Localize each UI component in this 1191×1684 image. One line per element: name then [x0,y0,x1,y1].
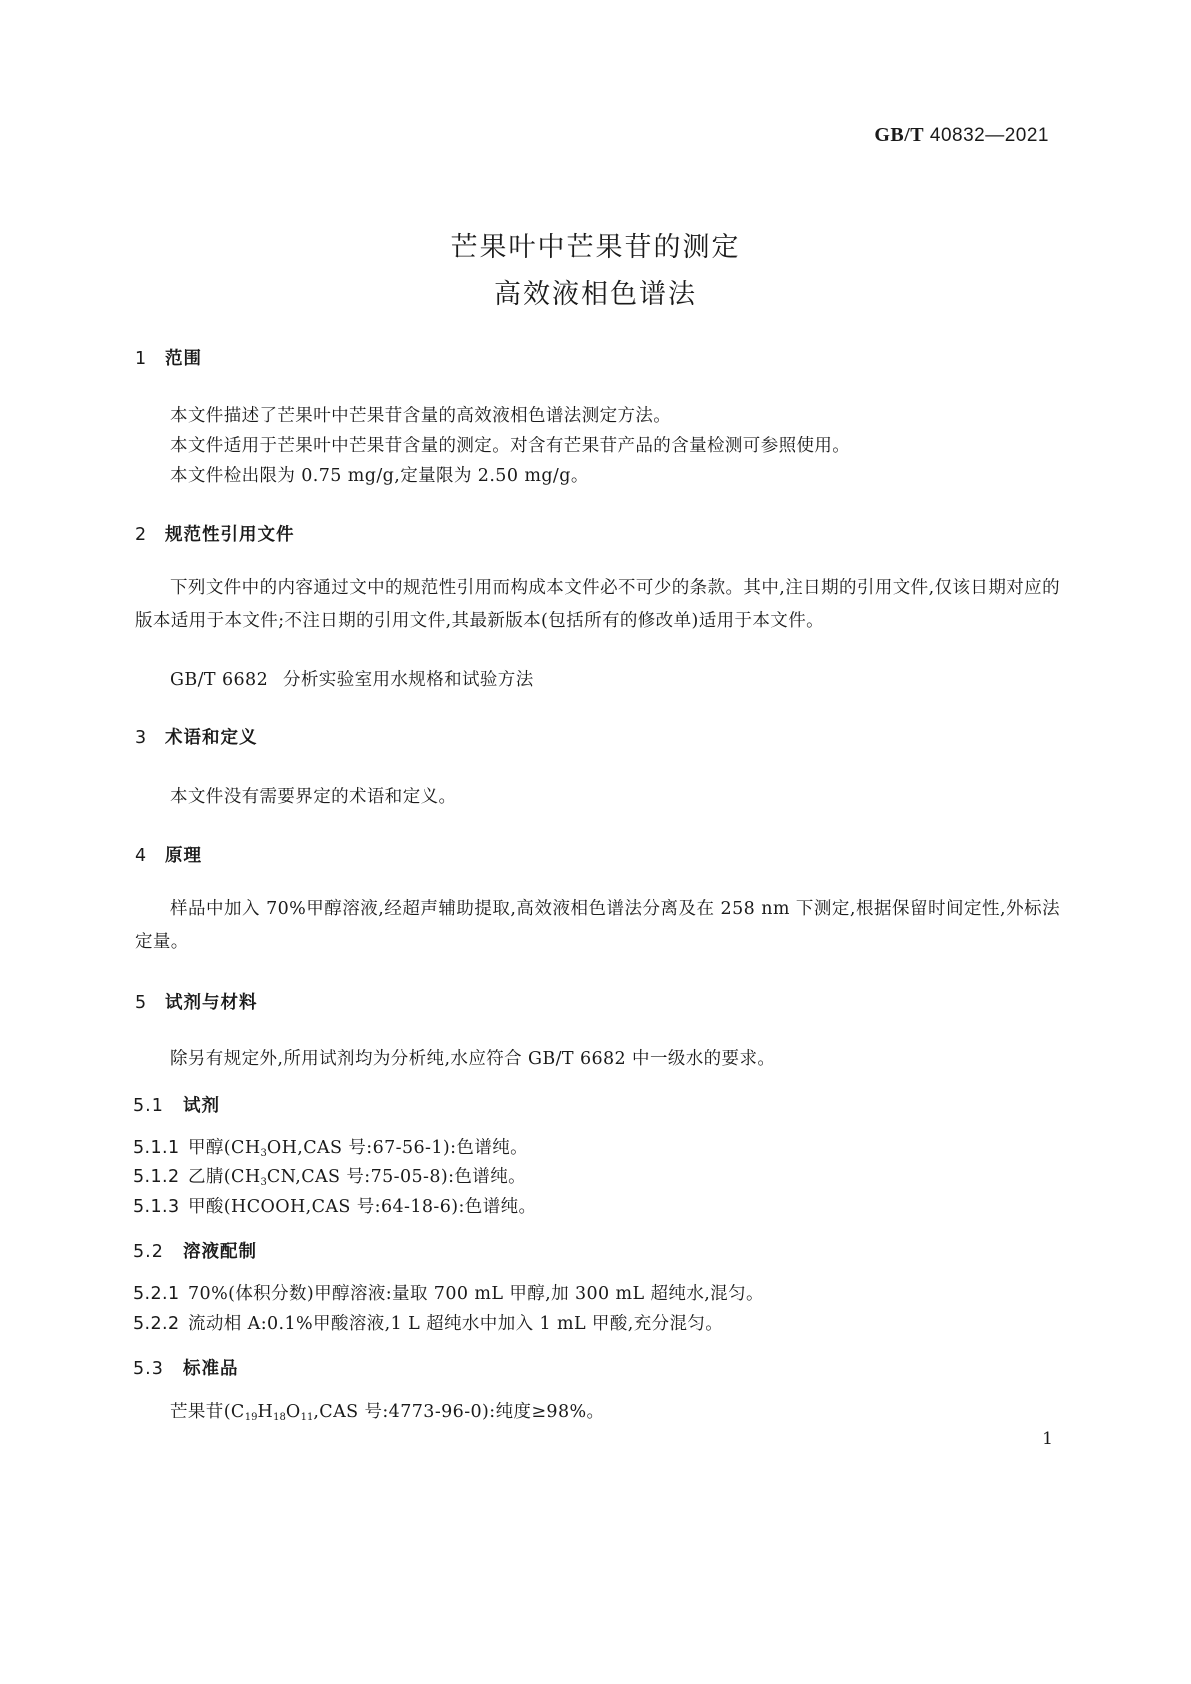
standard-code: 40832—2021 [929,125,1049,146]
item-text: 甲醇(CH [188,1138,261,1158]
item-text: ,CAS 号:4773-96-0):纯度≥98%。 [313,1402,605,1422]
reagent-item-formic-acid [133,1193,536,1218]
solution-item-methanol [133,1280,764,1305]
item-number: 5.2.1 [133,1284,180,1304]
standard-prefix: GB/T [874,124,925,146]
page-number: 1 [1042,1429,1053,1449]
subscript: 3 [260,1177,267,1188]
item-number: 5.2.2 [133,1314,180,1334]
subscript: 19 [244,1412,258,1423]
section-number: 3 [135,728,148,748]
section-title: 试剂与材料 [165,993,258,1013]
section-2-heading [135,521,295,546]
item-text: O [285,1402,301,1422]
subscript: 18 [273,1412,286,1423]
scope-paragraph-1: 本文件描述了芒果叶中芒果苷含量的高效液相色谱法测定方法。 [170,406,672,426]
item-text: OH,CAS 号:67-56-1):色谱纯。 [266,1138,529,1158]
section-number: 4 [135,846,148,866]
subsection-number: 5.1 [133,1096,164,1116]
subsection-5-1-heading [133,1092,220,1117]
subsection-title: 试剂 [183,1096,220,1116]
terms-paragraph: 本文件没有需要界定的术语和定义。 [170,787,457,807]
solution-item-mobile-phase [133,1310,723,1335]
section-1-heading [135,345,202,370]
subsection-5-2-heading [133,1238,257,1263]
reference-title: 分析实验室用水规格和试验方法 [283,670,534,690]
document-title: 芒果叶中芒果苷的测定 [450,232,741,263]
section-number: 5 [135,993,148,1013]
subscript: 3 [260,1148,267,1159]
item-text: 甲酸(HCOOH,CAS 号:64-18-6):色谱纯。 [188,1197,537,1217]
section-4-heading [135,842,202,867]
item-text: CN,CAS 号:75-05-8):色谱纯。 [266,1167,526,1187]
reagent-item-acetonitrile [133,1163,526,1188]
subsection-title: 溶液配制 [183,1242,257,1262]
item-text: 芒果苷(C [170,1402,245,1422]
section-title: 范围 [165,349,202,369]
item-text: 流动相 A:0.1%甲酸溶液,1 L 超纯水中加入 1 mL 甲酸,充分混匀。 [188,1314,724,1334]
item-number: 5.1.3 [133,1197,180,1217]
normative-references-paragraph: 下列文件中的内容通过文中的规范性引用而构成本文件必不可少的条款。其中,注日期的引用文件,仅该日期对应的版本适用于本文件;不注日期的引用文件,其最新版本(包括所有的修改单)适用于本文件。 [135,578,1060,631]
item-text: H [257,1402,274,1422]
reagents-intro-paragraph: 除另有规定外,所用试剂均为分析纯,水应符合 GB/T 6682 中一级水的要求。 [170,1049,776,1069]
subsection-number: 5.3 [133,1359,164,1379]
subscript: 11 [300,1412,314,1423]
section-5-heading [135,989,258,1014]
reference-item [170,666,534,691]
reagent-item-methanol [133,1134,528,1159]
document-subtitle: 高效液相色谱法 [494,279,697,310]
item-number: 5.1.2 [133,1167,180,1187]
reference-code: GB/T 6682 [170,670,269,690]
item-number: 5.1.1 [133,1138,180,1158]
section-title: 规范性引用文件 [165,525,295,545]
section-number: 2 [135,525,148,545]
standard-substance-item [170,1398,604,1423]
scope-paragraph-2: 本文件适用于芒果叶中芒果苷含量的测定。对含有芒果苷产品的含量检测可参照使用。 [170,436,851,456]
item-text: 70%(体积分数)甲醇溶液:量取 700 mL 甲醇,加 300 mL 超纯水,混匀。 [188,1284,764,1304]
section-number: 1 [135,349,148,369]
scope-paragraph-3: 本文件检出限为 0.75 mg/g,定量限为 2.50 mg/g。 [170,466,589,486]
item-text: 乙腈(CH [188,1167,261,1187]
section-title: 原理 [165,846,202,866]
subsection-title: 标准品 [183,1359,239,1379]
subsection-number: 5.2 [133,1242,164,1262]
subsection-5-3-heading [133,1355,239,1380]
section-title: 术语和定义 [165,728,258,748]
standard-number [874,124,1049,147]
principle-paragraph: 样品中加入 70%甲醇溶液,经超声辅助提取,高效液相色谱法分离及在 258 nm 下测定,根据保留时间定性,外标法定量。 [135,899,1060,952]
section-3-heading [135,724,258,749]
